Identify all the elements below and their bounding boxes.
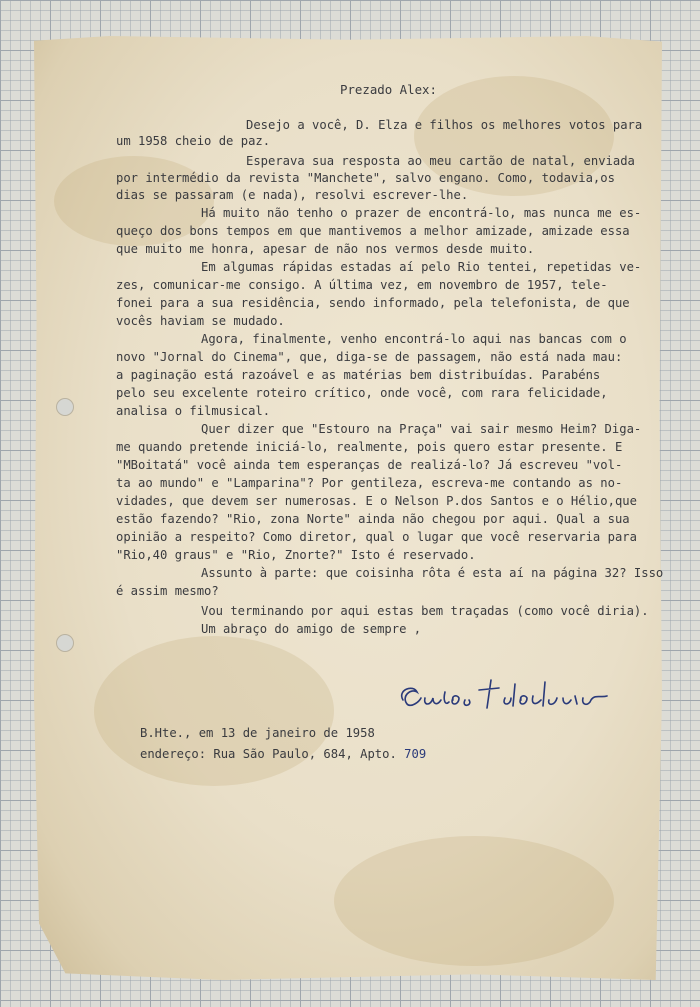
punch-hole	[56, 398, 74, 416]
body-line: Desejo a você, D. Elza e filhos os melhores votos para	[246, 118, 643, 132]
sender-address	[140, 747, 426, 761]
body-line: Em algumas rápidas estadas aí pelo Rio tentei, repetidas ve-	[201, 260, 642, 274]
body-line: Um abraço do amigo de sempre ,	[201, 622, 422, 636]
body-line: pelo seu excelente roteiro crítico, onde você, com rara felicidade,	[116, 386, 608, 400]
body-line: é assim mesmo?	[116, 584, 219, 598]
body-line: Há muito não tenho o prazer de encontrá-lo, mas nunca me es-	[201, 206, 642, 220]
body-line: fonei para a sua residência, sendo informado, pela telefonista, de que	[116, 296, 630, 310]
body-line: Agora, finalmente, venho encontrá-lo aqui nas bancas com o	[201, 332, 627, 346]
body-line: Esperava sua resposta ao meu cartão de natal, enviada	[246, 154, 635, 168]
body-line: por intermédio da revista "Manchete", salvo engano. Como, todavia,os	[116, 171, 615, 185]
paper-stain	[94, 636, 334, 786]
body-line: me quando pretende iniciá-lo, realmente, pois quero estar presente. E	[116, 440, 623, 454]
body-line: analisa o filmusical.	[116, 404, 271, 418]
body-line: vidades, que devem ser numerosas. E o Nelson P.dos Santos e o Hélio,que	[116, 494, 637, 508]
apartment-number: 709	[404, 747, 427, 761]
body-line: vocês haviam se mudado.	[116, 314, 285, 328]
body-line: zes, comunicar-me consigo. A última vez, em novembro de 1957, tele-	[116, 278, 608, 292]
body-line: dias se passaram (e nada), resolvi escrever-lhe.	[116, 188, 469, 202]
body-line: estão fazendo? "Rio, zona Norte" ainda não chegou por aqui. Qual a sua	[116, 512, 630, 526]
body-line: que muito me honra, apesar de não nos vermos desde muito.	[116, 242, 535, 256]
body-line: "Rio,40 graus" e "Rio, Znorte?" Isto é reservado.	[116, 548, 476, 562]
body-line: opinião a respeito? Como diretor, qual o lugar que você reservaria para	[116, 530, 637, 544]
address-label: endereço: Rua São Paulo, 684, Apto.	[140, 747, 397, 761]
body-line: um 1958 cheio de paz.	[116, 134, 271, 148]
body-line: Quer dizer que "Estouro na Praça" vai sair mesmo Heim? Diga-	[201, 422, 642, 436]
salutation: Prezado Alex:	[340, 82, 437, 97]
body-line: Vou terminando por aqui estas bem traçadas (como você diria).	[201, 604, 649, 618]
body-line: Assunto à parte: que coisinha rôta é esta aí na página 32? Isso	[201, 566, 664, 580]
paper-stain	[334, 836, 614, 966]
body-line: a paginação está razoável e as matérias bem distribuídas. Parabéns	[116, 368, 601, 382]
body-line: novo "Jornal do Cinema", que, diga-se de passagem, não está nada mau:	[116, 350, 623, 364]
punch-hole	[56, 634, 74, 652]
handwritten-signature	[395, 672, 635, 724]
place-date: B.Hte., em 13 de janeiro de 1958	[140, 726, 375, 740]
body-line: "MBoitatá" você ainda tem esperanças de realizá-lo? Já escreveu "vol-	[116, 458, 623, 472]
body-line: ta ao mundo" e "Lamparina"? Por gentileza, escreva-me contando as no-	[116, 476, 623, 490]
body-line: queço dos bons tempos em que mantivemos a melhor amizade, amizade essa	[116, 224, 630, 238]
